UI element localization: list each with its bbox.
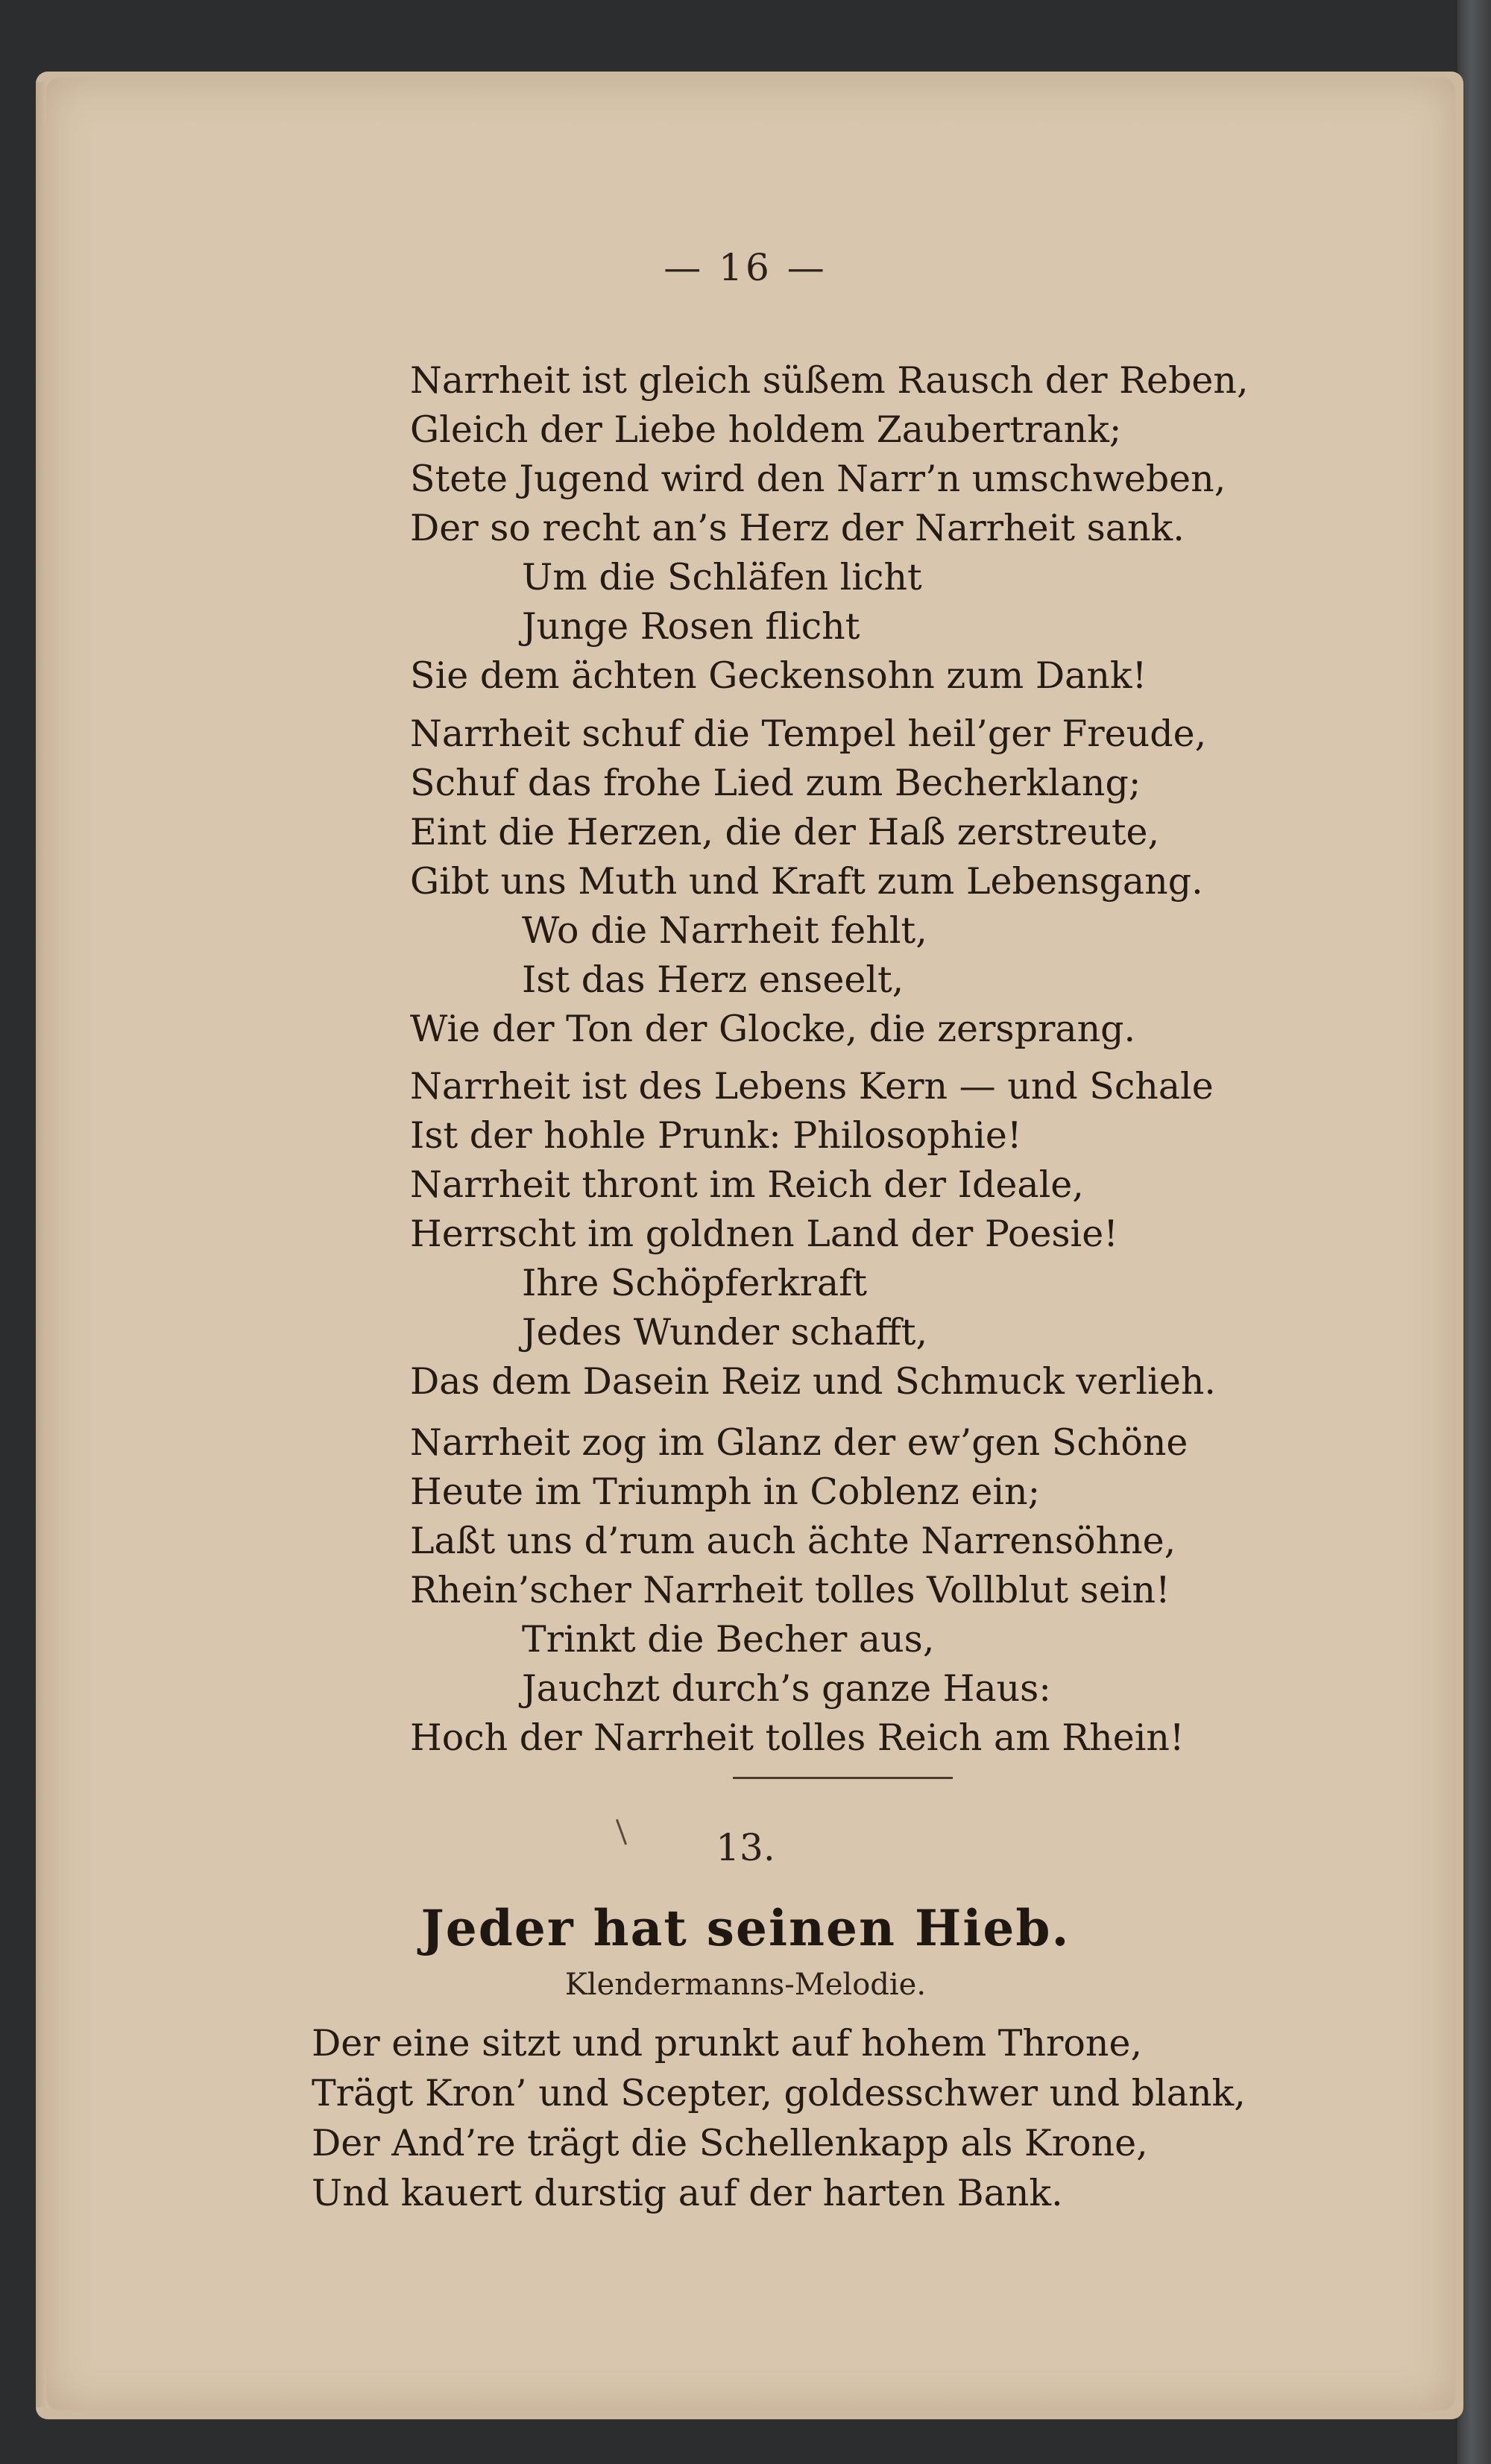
verse-line: Der And’re trägt die Schellenkapp als Krone, — [312, 2122, 1148, 2164]
stanza-2 — [410, 710, 1206, 1054]
page-number: — 16 — — [663, 246, 828, 289]
verse-line: Eint die Herzen, die der Haß zerstreute, — [410, 811, 1160, 853]
verse-line: Und kauert durstig auf der harten Bank. — [312, 2172, 1063, 2214]
verse-line: Narrheit thront im Reich der Ideale, — [410, 1163, 1084, 1206]
song-title: Jeder hat seinen Hieb. — [420, 1899, 1071, 1957]
song-number: 13. — [716, 1826, 775, 1869]
verse-line: Narrheit ist gleich süßem Rausch der Reben, — [410, 359, 1249, 402]
verse-line: Gleich der Liebe holdem Zaubertrank; — [410, 408, 1122, 451]
verse-line-indented: Jauchzt durch’s ganze Haus: — [522, 1667, 1051, 1710]
verse-line: Trägt Kron’ und Scepter, goldesschwer und blank, — [312, 2072, 1246, 2114]
verse-line: Ist der hohle Prunk: Philosophie! — [410, 1114, 1022, 1157]
verse-line: Narrheit ist des Lebens Kern — und Schale — [410, 1065, 1214, 1108]
verse-line: Der so recht an’s Herz der Narrheit sank. — [410, 507, 1185, 549]
verse-line-indented: Jedes Wunder schafft, — [522, 1311, 928, 1353]
verse-line: Stete Jugend wird den Narr’n umschweben, — [410, 458, 1226, 500]
song-verse — [312, 2018, 1246, 2218]
verse-line: Schuf das frohe Lied zum Becherklang; — [410, 762, 1141, 804]
verse-line: Wie der Ton der Glocke, die zersprang. — [410, 1008, 1136, 1050]
verse-line: Sie dem ächten Geckensohn zum Dank! — [410, 654, 1147, 697]
verse-line: Narrheit zog im Glanz der ew’gen Schöne — [410, 1421, 1188, 1464]
verse-line-indented: Junge Rosen flicht — [522, 605, 860, 648]
verse-line: Narrheit schuf die Tempel heil’ger Freude, — [410, 713, 1207, 755]
song-melody: Klendermanns-Melodie. — [564, 1968, 927, 2002]
verse-line: Laßt uns d’rum auch ächte Narrensöhne, — [410, 1520, 1176, 1562]
verse-line-indented: Ihre Schöpferkraft — [522, 1262, 868, 1304]
verse-line-indented: Wo die Narrheit fehlt, — [522, 909, 927, 952]
section-divider — [733, 1777, 953, 1779]
verse-line: Der eine sitzt und prunkt auf hohem Throne, — [312, 2022, 1143, 2065]
verse-line: Rhein’scher Narrheit tolles Vollblut sein! — [410, 1569, 1170, 1611]
verse-line: Hoch der Narrheit tolles Reich am Rhein! — [410, 1716, 1185, 1759]
verse-line: Herrscht im goldnen Land der Poesie! — [410, 1213, 1118, 1255]
verse-line-indented: Um die Schläfen licht — [522, 556, 922, 598]
verse-line: Gibt uns Muth und Kraft zum Lebensgang. — [410, 860, 1203, 903]
verse-line-indented: Trinkt die Becher aus, — [522, 1618, 935, 1661]
verse-line-indented: Ist das Herz enseelt, — [522, 958, 904, 1001]
stanza-4 — [410, 1418, 1188, 1763]
stanza-1 — [410, 356, 1249, 701]
stanza-3 — [410, 1062, 1216, 1406]
verse-line: Heute im Triumph in Coblenz ein; — [410, 1470, 1041, 1513]
verse-line: Das dem Dasein Reiz und Schmuck verlieh. — [410, 1360, 1216, 1403]
